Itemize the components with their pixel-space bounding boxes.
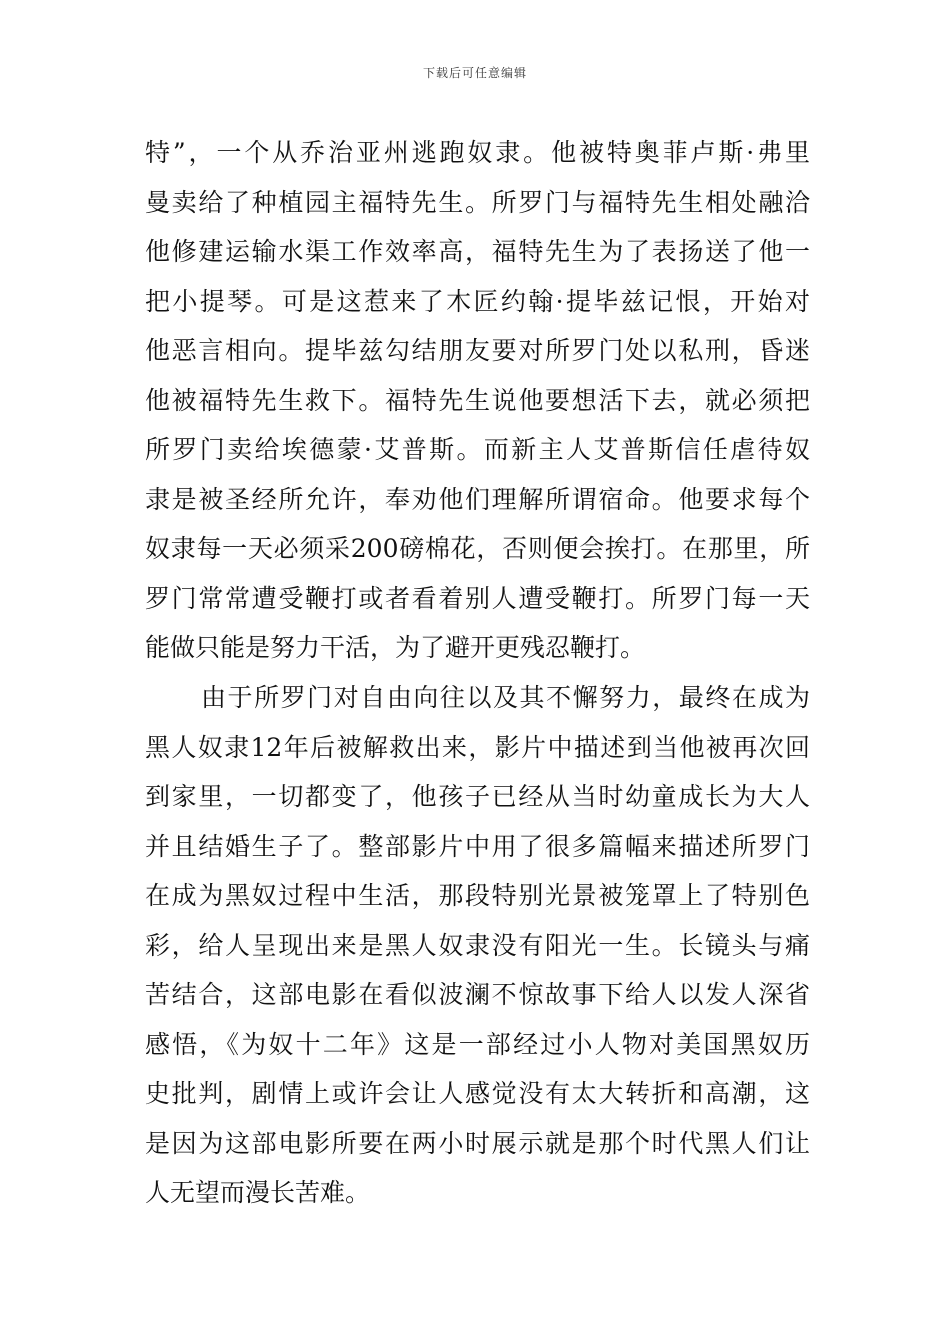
text-line: 他修建运输水渠工作效率高，福特先生为了表扬送了他一 bbox=[145, 237, 810, 266]
paragraph-1 bbox=[145, 128, 810, 673]
text-line: 到家里，一切都变了，他孩子已经从当时幼童成长为大人 bbox=[145, 782, 810, 811]
text-line: 史批判，剧情上或许会让人感觉没有太大转折和高潮，这 bbox=[145, 1079, 810, 1108]
text-line: 是因为这部电影所要在两小时展示就是那个时代黑人们让 bbox=[145, 1128, 810, 1158]
text-line: 由于所罗门对自由向往以及其不懈努力，最终在成为 bbox=[201, 683, 810, 712]
text-line: 曼卖给了种植园主福特先生。所罗门与福特先生相处融洽 bbox=[145, 187, 810, 217]
text-line: 他恶言相向。提毕兹勾结朋友要对所罗门处以私刑，昏迷 bbox=[145, 336, 810, 365]
text-line: 把小提琴。可是这惹来了木匠约翰·提毕兹记恨，开始对 bbox=[145, 286, 810, 316]
text-line: 人无望而漫长苦难。 bbox=[145, 1178, 371, 1207]
page-header: 下载后可任意编辑 bbox=[422, 66, 527, 80]
text-line: 所罗门卖给埃德蒙·艾普斯。而新主人艾普斯信任虐待奴 bbox=[145, 435, 810, 464]
text-line: 奴隶每一天必须采200磅棉花，否则便会挨打。在那里，所 bbox=[145, 534, 810, 563]
text-line: 在成为黑奴过程中生活，那段特别光景被笼罩上了特别色 bbox=[145, 881, 810, 910]
text-line: 彩，给人呈现出来是黑人奴隶没有阳光一生。长镜头与痛 bbox=[145, 930, 810, 960]
text-line: 黑人奴隶12年后被解救出来，影片中描述到当他被再次回 bbox=[145, 732, 810, 762]
text-line: 能做只能是努力干活，为了避开更残忍鞭打。 bbox=[145, 633, 646, 662]
text-line: 并且结婚生子了。整部影片中用了很多篇幅来描述所罗门 bbox=[145, 831, 810, 861]
text-line: 苦结合，这部电影在看似波澜不惊故事下给人以发人深省 bbox=[145, 980, 810, 1009]
text-line: 隶是被圣经所允许，奉劝他们理解所谓宿命。他要求每个 bbox=[145, 484, 810, 514]
text-line: 感悟，《为奴十二年》这是一部经过小人物对美国黑奴历 bbox=[145, 1029, 810, 1059]
text-line: 他被福特先生救下。福特先生说他要想活下去，就必须把 bbox=[145, 385, 810, 415]
text-line: 罗门常常遭受鞭打或者看着别人遭受鞭打。所罗门每一天 bbox=[145, 583, 810, 613]
paragraph-2 bbox=[145, 673, 810, 1218]
text-line: 特”，一个从乔治亚州逃跑奴隶。他被特奥菲卢斯·弗里 bbox=[145, 138, 810, 167]
